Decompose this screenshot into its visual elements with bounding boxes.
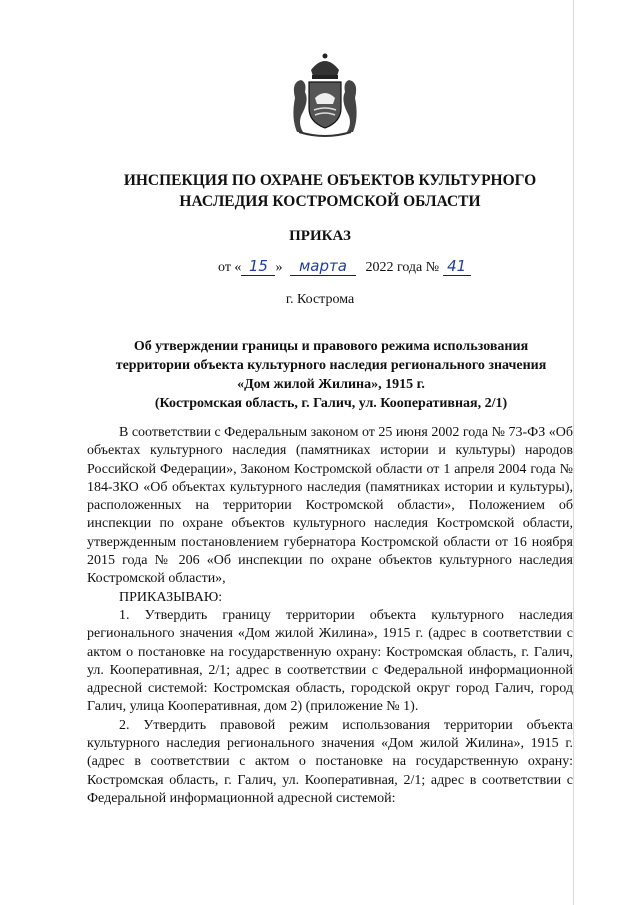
order-number: 41 — [443, 257, 471, 276]
preamble-paragraph: В соответствии с Федеральным законом от 25 июня 2002 года № 73-ФЗ «Об объектах культурного наследия (памятниках истории и культуры) народов Российской Федерации», Законом Костромской области от 1 апреля 2004 года № 184-ЗКО «Об объектах культурного наследия (памятниках истории и культуры), расположенных на территории Костромской области», Положением об инспекции по охране объектов культурного наследия Костромской области, утвержденным постановлением губернатора Костромской области от 16 ноября 2015 года № 206 «Об инспекции по охране объектов культурного наследия Костромской области», — [87, 425, 573, 587]
order-month: марта — [290, 257, 356, 276]
subject-line: Об утверждении границы и правового режима использования — [133, 339, 529, 354]
order-year: 2022 года № — [365, 260, 440, 275]
order-day: 15 — [241, 257, 275, 276]
order-item-1: 1. Утвердить границу территории объекта культурного наследия регионального значения «Дом жилой Жилина», 1915 г. (адрес в соответствии с актом о постановке на государственную охрану: Костромская область, г. Галич, ул. Кооперативная, 2/1; адрес в соответствии с Федеральной информационной адресной системой: Костромская область, городской округ город Галич, город Галич, улица Кооперативная, дом 2) (приложение № 1). — [87, 607, 573, 715]
kostroma-coat-of-arms-icon — [289, 52, 361, 140]
order-date-line — [218, 257, 471, 276]
subject-line: «Дом жилой Жилина», 1915 г. — [237, 377, 425, 392]
order-directive: ПРИКАЗЫВАЮ: — [119, 589, 223, 605]
subject-line: территории объекта культурного наследия регионального значения — [115, 358, 547, 373]
order-body — [87, 424, 573, 808]
document-type: ПРИКАЗ — [289, 228, 351, 244]
organization-name: ИНСПЕКЦИЯ ПО ОХРАНЕ ОБЪЕКТОВ КУЛЬТУРНОГО НАСЛЕДИЯ КОСТРОМСКОЙ ОБЛАСТИ — [123, 172, 537, 210]
scan-edge-line — [573, 0, 574, 905]
date-prefix: от « — [218, 260, 242, 275]
order-subject — [88, 337, 574, 413]
subject-line: (Костромская область, г. Галич, ул. Кооперативная, 2/1) — [154, 396, 508, 411]
order-city: г. Кострома — [285, 292, 355, 307]
date-mid: » — [275, 260, 283, 275]
order-item-2: 2. Утвердить правовой режим использования территории объекта культурного наследия регионального значения «Дом жилой Жилина», 1915 г. (адрес в соответствии с актом о постановке на государственную охрану: Костромская область, г. Галич, ул. Кооперативная, 2/1; адрес в соответствии с Федеральной информационной адресной системой: — [87, 717, 573, 806]
